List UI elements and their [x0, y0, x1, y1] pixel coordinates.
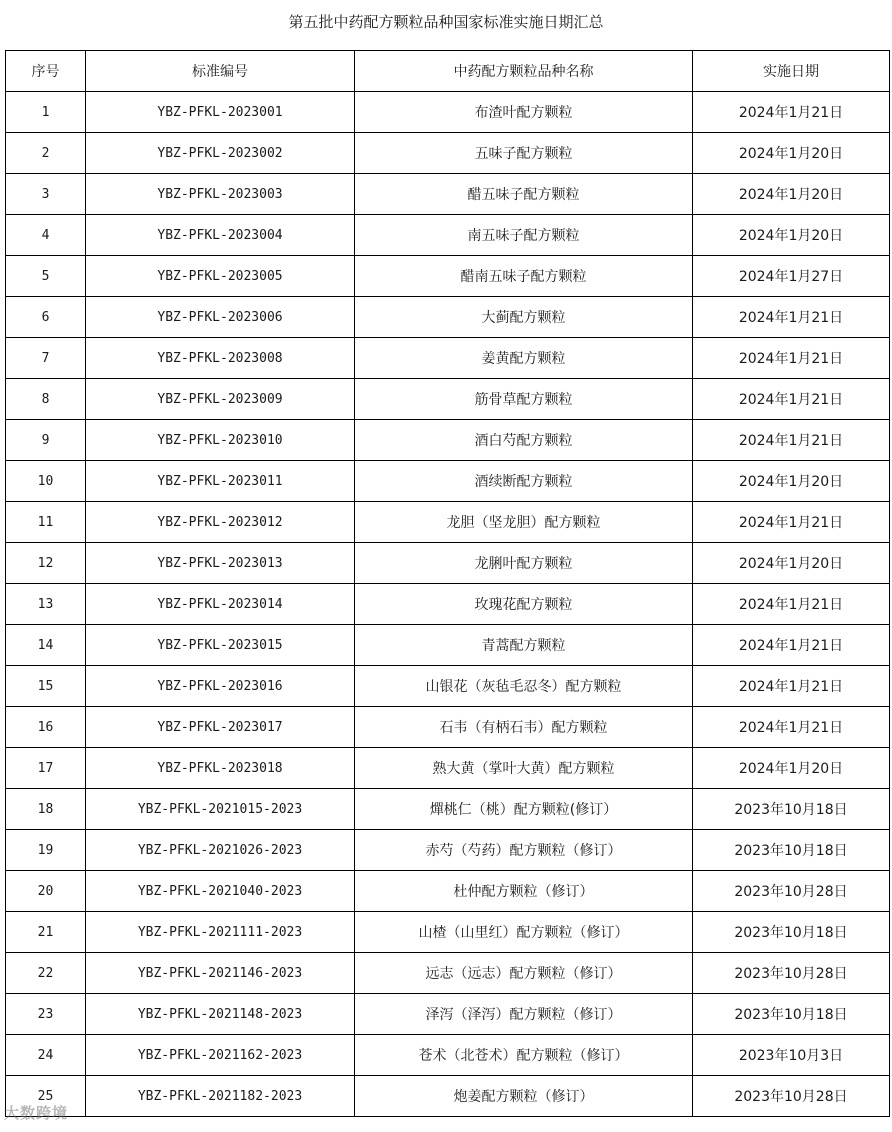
- cell-standard-code: YBZ-PFKL-2023009: [86, 379, 355, 420]
- cell-product-name: 泽泻（泽泻）配方颗粒（修订）: [355, 994, 693, 1035]
- cell-index: 7: [6, 338, 86, 379]
- cell-index: 3: [6, 174, 86, 215]
- cell-product-name: 酒白芍配方颗粒: [355, 420, 693, 461]
- cell-standard-code: YBZ-PFKL-2023008: [86, 338, 355, 379]
- standards-table: [5, 50, 890, 1117]
- table-row: [6, 830, 890, 871]
- table-row: [6, 748, 890, 789]
- cell-product-name: 五味子配方颗粒: [355, 133, 693, 174]
- cell-effective-date: 2024年1月20日: [693, 748, 890, 789]
- table-row: [6, 502, 890, 543]
- cell-index: 16: [6, 707, 86, 748]
- cell-index: 9: [6, 420, 86, 461]
- cell-index: 18: [6, 789, 86, 830]
- table-row: [6, 543, 890, 584]
- table-row: [6, 256, 890, 297]
- table-row: [6, 1035, 890, 1076]
- cell-effective-date: 2024年1月20日: [693, 461, 890, 502]
- cell-index: 1: [6, 92, 86, 133]
- header-row: [6, 51, 890, 92]
- cell-effective-date: 2023年10月18日: [693, 994, 890, 1035]
- cell-index: 19: [6, 830, 86, 871]
- cell-standard-code: YBZ-PFKL-2023006: [86, 297, 355, 338]
- cell-index: 25: [6, 1076, 86, 1117]
- cell-standard-code: YBZ-PFKL-2021111-2023: [86, 912, 355, 953]
- cell-effective-date: 2024年1月21日: [693, 297, 890, 338]
- cell-index: 24: [6, 1035, 86, 1076]
- cell-product-name: 青蒿配方颗粒: [355, 625, 693, 666]
- cell-effective-date: 2023年10月28日: [693, 953, 890, 994]
- cell-effective-date: 2023年10月3日: [693, 1035, 890, 1076]
- table-row: [6, 912, 890, 953]
- cell-effective-date: 2023年10月18日: [693, 830, 890, 871]
- cell-standard-code: YBZ-PFKL-2023005: [86, 256, 355, 297]
- cell-effective-date: 2024年1月20日: [693, 215, 890, 256]
- cell-product-name: 炮姜配方颗粒（修订）: [355, 1076, 693, 1117]
- cell-index: 13: [6, 584, 86, 625]
- cell-effective-date: 2024年1月21日: [693, 420, 890, 461]
- cell-index: 20: [6, 871, 86, 912]
- table-body: [6, 92, 890, 1117]
- cell-index: 15: [6, 666, 86, 707]
- table-row: [6, 133, 890, 174]
- cell-standard-code: YBZ-PFKL-2023016: [86, 666, 355, 707]
- cell-standard-code: YBZ-PFKL-2023018: [86, 748, 355, 789]
- cell-effective-date: 2023年10月28日: [693, 1076, 890, 1117]
- cell-effective-date: 2024年1月20日: [693, 133, 890, 174]
- table-row: [6, 1076, 890, 1117]
- cell-product-name: 南五味子配方颗粒: [355, 215, 693, 256]
- cell-product-name: 石韦（有柄石韦）配方颗粒: [355, 707, 693, 748]
- cell-product-name: 筋骨草配方颗粒: [355, 379, 693, 420]
- cell-index: 2: [6, 133, 86, 174]
- cell-product-name: 大蓟配方颗粒: [355, 297, 693, 338]
- cell-product-name: 赤芍（芍药）配方颗粒（修订）: [355, 830, 693, 871]
- cell-standard-code: YBZ-PFKL-2023001: [86, 92, 355, 133]
- cell-standard-code: YBZ-PFKL-2023015: [86, 625, 355, 666]
- cell-index: 6: [6, 297, 86, 338]
- cell-standard-code: YBZ-PFKL-2023014: [86, 584, 355, 625]
- cell-index: 12: [6, 543, 86, 584]
- cell-product-name: 熟大黄（掌叶大黄）配方颗粒: [355, 748, 693, 789]
- table-row: [6, 871, 890, 912]
- cell-standard-code: YBZ-PFKL-2023003: [86, 174, 355, 215]
- cell-index: 11: [6, 502, 86, 543]
- cell-standard-code: YBZ-PFKL-2021162-2023: [86, 1035, 355, 1076]
- cell-effective-date: 2023年10月18日: [693, 912, 890, 953]
- table-row: [6, 994, 890, 1035]
- cell-effective-date: 2024年1月21日: [693, 666, 890, 707]
- cell-standard-code: YBZ-PFKL-2023011: [86, 461, 355, 502]
- cell-effective-date: 2024年1月21日: [693, 338, 890, 379]
- cell-index: 5: [6, 256, 86, 297]
- cell-standard-code: YBZ-PFKL-2021026-2023: [86, 830, 355, 871]
- cell-index: 22: [6, 953, 86, 994]
- header-product-name: 中药配方颗粒品种名称: [355, 51, 693, 92]
- table-row: [6, 953, 890, 994]
- cell-product-name: 龙脷叶配方颗粒: [355, 543, 693, 584]
- cell-product-name: 远志（远志）配方颗粒（修订）: [355, 953, 693, 994]
- table-row: [6, 666, 890, 707]
- cell-index: 17: [6, 748, 86, 789]
- cell-index: 4: [6, 215, 86, 256]
- cell-effective-date: 2024年1月21日: [693, 92, 890, 133]
- table-row: [6, 297, 890, 338]
- cell-product-name: 布渣叶配方颗粒: [355, 92, 693, 133]
- header-index: 序号: [6, 51, 86, 92]
- cell-product-name: 玫瑰花配方颗粒: [355, 584, 693, 625]
- cell-standard-code: YBZ-PFKL-2023004: [86, 215, 355, 256]
- cell-index: 23: [6, 994, 86, 1035]
- table-row: [6, 338, 890, 379]
- cell-product-name: 苍术（北苍术）配方颗粒（修订）: [355, 1035, 693, 1076]
- cell-product-name: 山楂（山里红）配方颗粒（修订）: [355, 912, 693, 953]
- cell-standard-code: YBZ-PFKL-2023002: [86, 133, 355, 174]
- cell-effective-date: 2024年1月27日: [693, 256, 890, 297]
- table-row: [6, 625, 890, 666]
- table-row: [6, 461, 890, 502]
- cell-standard-code: YBZ-PFKL-2021015-2023: [86, 789, 355, 830]
- table-row: [6, 789, 890, 830]
- cell-product-name: 姜黄配方颗粒: [355, 338, 693, 379]
- table-row: [6, 174, 890, 215]
- table-row: [6, 584, 890, 625]
- table-row: [6, 92, 890, 133]
- cell-standard-code: YBZ-PFKL-2021040-2023: [86, 871, 355, 912]
- cell-product-name: 山银花（灰毡毛忍冬）配方颗粒: [355, 666, 693, 707]
- cell-effective-date: 2023年10月28日: [693, 871, 890, 912]
- document-title: 第五批中药配方颗粒品种国家标准实施日期汇总: [288, 13, 604, 31]
- cell-product-name: 燀桃仁（桃）配方颗粒(修订）: [355, 789, 693, 830]
- cell-standard-code: YBZ-PFKL-2023013: [86, 543, 355, 584]
- header-standard-code: 标准编号: [86, 51, 355, 92]
- cell-standard-code: YBZ-PFKL-2021182-2023: [86, 1076, 355, 1117]
- cell-effective-date: 2024年1月21日: [693, 707, 890, 748]
- cell-product-name: 龙胆（坚龙胆）配方颗粒: [355, 502, 693, 543]
- table-row: [6, 379, 890, 420]
- cell-effective-date: 2024年1月21日: [693, 584, 890, 625]
- cell-product-name: 杜仲配方颗粒（修订）: [355, 871, 693, 912]
- cell-standard-code: YBZ-PFKL-2021148-2023: [86, 994, 355, 1035]
- table-row: [6, 420, 890, 461]
- cell-effective-date: 2024年1月20日: [693, 543, 890, 584]
- cell-standard-code: YBZ-PFKL-2023012: [86, 502, 355, 543]
- cell-standard-code: YBZ-PFKL-2023010: [86, 420, 355, 461]
- cell-effective-date: 2024年1月21日: [693, 625, 890, 666]
- watermark-logo: 大数跨境: [4, 1104, 69, 1122]
- table-row: [6, 707, 890, 748]
- cell-index: 21: [6, 912, 86, 953]
- cell-product-name: 醋五味子配方颗粒: [355, 174, 693, 215]
- table-header: [6, 51, 890, 92]
- cell-effective-date: 2024年1月21日: [693, 379, 890, 420]
- cell-standard-code: YBZ-PFKL-2023017: [86, 707, 355, 748]
- table-row: [6, 215, 890, 256]
- cell-index: 8: [6, 379, 86, 420]
- cell-effective-date: 2024年1月21日: [693, 502, 890, 543]
- cell-standard-code: YBZ-PFKL-2021146-2023: [86, 953, 355, 994]
- cell-product-name: 醋南五味子配方颗粒: [355, 256, 693, 297]
- cell-effective-date: 2024年1月20日: [693, 174, 890, 215]
- cell-index: 14: [6, 625, 86, 666]
- header-effective-date: 实施日期: [693, 51, 890, 92]
- cell-product-name: 酒续断配方颗粒: [355, 461, 693, 502]
- cell-index: 10: [6, 461, 86, 502]
- cell-effective-date: 2023年10月18日: [693, 789, 890, 830]
